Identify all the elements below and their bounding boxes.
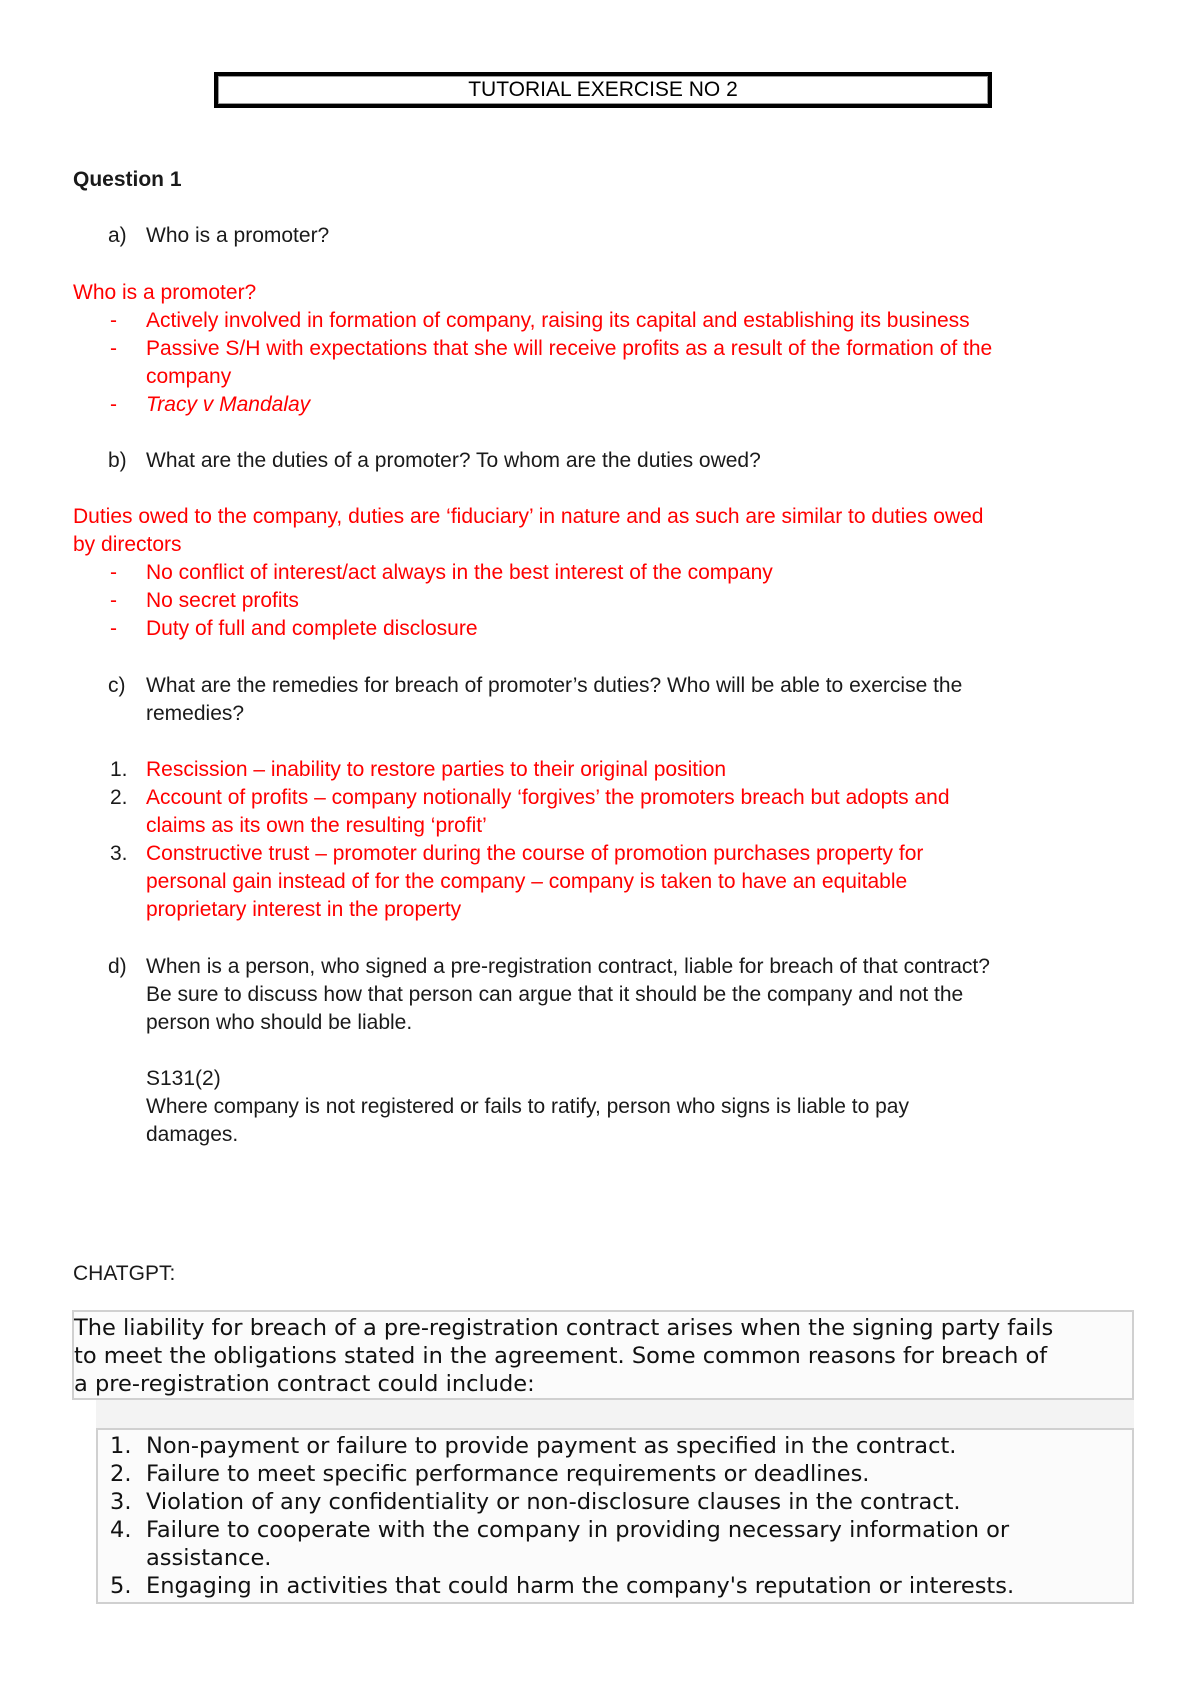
title-box [214, 72, 992, 108]
remedy-text: personal gain instead of for the company – company is taken to have an equitable [146, 870, 908, 893]
bullet-dash: - [110, 309, 117, 332]
remedy-number: 1. [110, 758, 128, 781]
question-b-marker: b) [108, 449, 127, 472]
chatgpt-list-number: 5. [110, 1573, 132, 1599]
chatgpt-list-item-cont: assistance. [146, 1545, 272, 1571]
question-d-text: person who should be liable. [146, 1011, 413, 1034]
answer-b-line: Duties owed to the company, duties are ‘fiduciary’ in nature and as such are similar to duties owed [73, 505, 984, 528]
chatgpt-list-item: Violation of any confidentiality or non-disclosure clauses in the contract. [146, 1489, 961, 1515]
bullet-dash: - [110, 337, 117, 360]
bullet-dash: - [110, 589, 117, 612]
answer-b-line: by directors [73, 533, 182, 556]
chatgpt-list-number: 2. [110, 1461, 132, 1487]
question-d-marker: d) [108, 955, 127, 978]
remedy-text: Rescission – inability to restore parties to their original position [146, 758, 727, 781]
bullet-dash: - [110, 393, 117, 416]
question-d-text: When is a person, who signed a pre-registration contract, liable for breach of that contract? [146, 955, 990, 978]
question-b-text: What are the duties of a promoter? To whom are the duties owed? [146, 449, 761, 472]
answer-a-bullet-cont: company [146, 365, 232, 388]
remedy-number: 3. [110, 842, 128, 865]
separator-band [96, 1400, 1134, 1430]
chatgpt-intro-line: The liability for breach of a pre-registration contract arises when the signing party fails [74, 1315, 1054, 1341]
answer-a-bullet: Actively involved in formation of company, raising its capital and establishing its business [146, 309, 970, 332]
answer-a-heading: Who is a promoter? [73, 281, 257, 304]
question-c-marker: c) [108, 674, 126, 697]
remedy-text: proprietary interest in the property [146, 898, 462, 921]
answer-a-case-citation: Tracy v Mandalay [146, 393, 311, 416]
chatgpt-list-number: 4. [110, 1517, 132, 1543]
question-a-text: Who is a promoter? [146, 224, 330, 247]
remedy-text: claims as its own the resulting ‘profit’ [146, 814, 487, 837]
question-c-text: What are the remedies for breach of promoter’s duties? Who will be able to exercise the [146, 674, 963, 697]
question-c-text-cont: remedies? [146, 702, 245, 725]
answer-d-text: damages. [146, 1123, 239, 1146]
answer-b-bullet: Duty of full and complete disclosure [146, 617, 478, 640]
document-title: TUTORIAL EXERCISE NO 2 [468, 78, 738, 101]
chatgpt-list-item: Engaging in activities that could harm the company's reputation or interests. [146, 1573, 1015, 1599]
chatgpt-intro-line: to meet the obligations stated in the agreement. Some common reasons for breach of [74, 1343, 1048, 1369]
chatgpt-label: CHATGPT: [73, 1262, 176, 1285]
question-a-marker: a) [108, 224, 127, 247]
chatgpt-list-number: 3. [110, 1489, 132, 1515]
chatgpt-list-item: Failure to cooperate with the company in providing necessary information or [146, 1517, 1010, 1543]
remedy-text: Account of profits – company notionally ‘forgives’ the promoters breach but adopts and [146, 786, 950, 809]
answer-b-bullet: No secret profits [146, 589, 299, 612]
remedy-number: 2. [110, 786, 128, 809]
question-heading: Question 1 [73, 168, 182, 191]
answer-d-text: Where company is not registered or fails to ratify, person who signs is liable to pay [146, 1095, 909, 1118]
bullet-dash: - [110, 561, 117, 584]
question-d-text: Be sure to discuss how that person can argue that it should be the company and not the [146, 983, 964, 1006]
section-reference: S131(2) [146, 1067, 221, 1090]
remedy-text: Constructive trust – promoter during the course of promotion purchases property for [146, 842, 924, 865]
answer-a-bullet: Passive S/H with expectations that she will receive profits as a result of the formation of the [146, 337, 993, 360]
chatgpt-list-number: 1. [110, 1433, 132, 1459]
chatgpt-list-item: Failure to meet specific performance requirements or deadlines. [146, 1461, 870, 1487]
chatgpt-list-item: Non-payment or failure to provide payment as specified in the contract. [146, 1433, 957, 1459]
chatgpt-intro-line: a pre-registration contract could include: [74, 1371, 535, 1397]
answer-b-bullet: No conflict of interest/act always in the best interest of the company [146, 561, 773, 584]
bullet-dash: - [110, 617, 117, 640]
